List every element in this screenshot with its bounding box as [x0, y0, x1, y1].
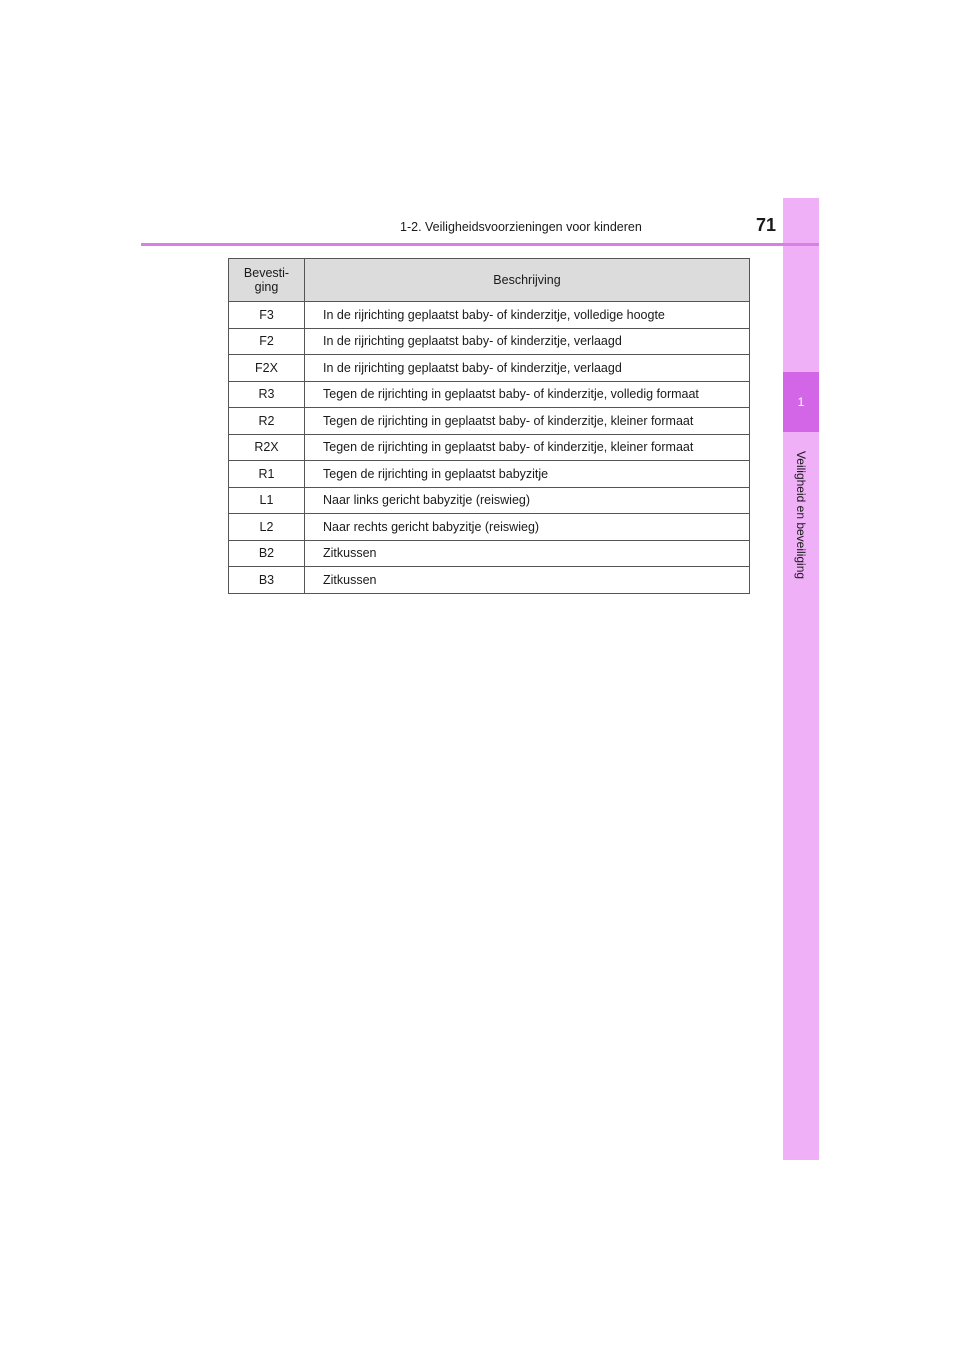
row-code: R2 [229, 408, 305, 435]
header-description: Beschrijving [305, 259, 750, 302]
table-row [229, 408, 750, 435]
row-code: L2 [229, 514, 305, 541]
row-description: Zitkussen [305, 567, 750, 594]
header-rule [141, 243, 819, 246]
chapter-number-tab [783, 372, 819, 432]
row-code: B3 [229, 567, 305, 594]
chapter-title: Veiligheid en beveiliging [794, 450, 808, 580]
row-code: R3 [229, 381, 305, 408]
row-code: B2 [229, 540, 305, 567]
header-code [229, 259, 305, 302]
row-description: Naar rechts gericht babyzitje (reiswieg) [305, 514, 750, 541]
chapter-number: 1 [797, 395, 805, 409]
row-description: Tegen de rijrichting in geplaatst baby- of kinderzitje, kleiner formaat [305, 434, 750, 461]
row-description: In de rijrichting geplaatst baby- of kinderzitje, verlaagd [305, 328, 750, 355]
table-row [229, 328, 750, 355]
table-header-row [229, 259, 750, 302]
table-row [229, 434, 750, 461]
row-code: R1 [229, 461, 305, 488]
header-code-line2: ging [254, 280, 279, 294]
row-description: Tegen de rijrichting in geplaatst baby- of kinderzitje, kleiner formaat [305, 408, 750, 435]
row-code: F3 [229, 302, 305, 329]
side-tab [783, 198, 819, 1160]
row-description: In de rijrichting geplaatst baby- of kinderzitje, verlaagd [305, 355, 750, 382]
table-row [229, 487, 750, 514]
table-row [229, 567, 750, 594]
row-description: In de rijrichting geplaatst baby- of kinderzitje, volledige hoogte [305, 302, 750, 329]
table-row [229, 355, 750, 382]
row-code: L1 [229, 487, 305, 514]
row-code: R2X [229, 434, 305, 461]
row-description: Tegen de rijrichting in geplaatst babyzitje [305, 461, 750, 488]
table-row [229, 514, 750, 541]
header-code-line1: Bevesti- [243, 265, 290, 280]
page-number: 71 [755, 215, 776, 235]
row-description: Naar links gericht babyzitje (reiswieg) [305, 487, 750, 514]
row-description: Tegen de rijrichting in geplaatst baby- of kinderzitje, volledig formaat [305, 381, 750, 408]
table-row [229, 302, 750, 329]
table-row [229, 540, 750, 567]
row-code: F2 [229, 328, 305, 355]
table-body [229, 302, 750, 594]
row-code: F2X [229, 355, 305, 382]
attachment-table [228, 258, 750, 594]
table-row [229, 381, 750, 408]
row-description: Zitkussen [305, 540, 750, 567]
section-title: 1-2. Veiligheidsvoorzieningen voor kinderen [400, 220, 642, 234]
table-row [229, 461, 750, 488]
